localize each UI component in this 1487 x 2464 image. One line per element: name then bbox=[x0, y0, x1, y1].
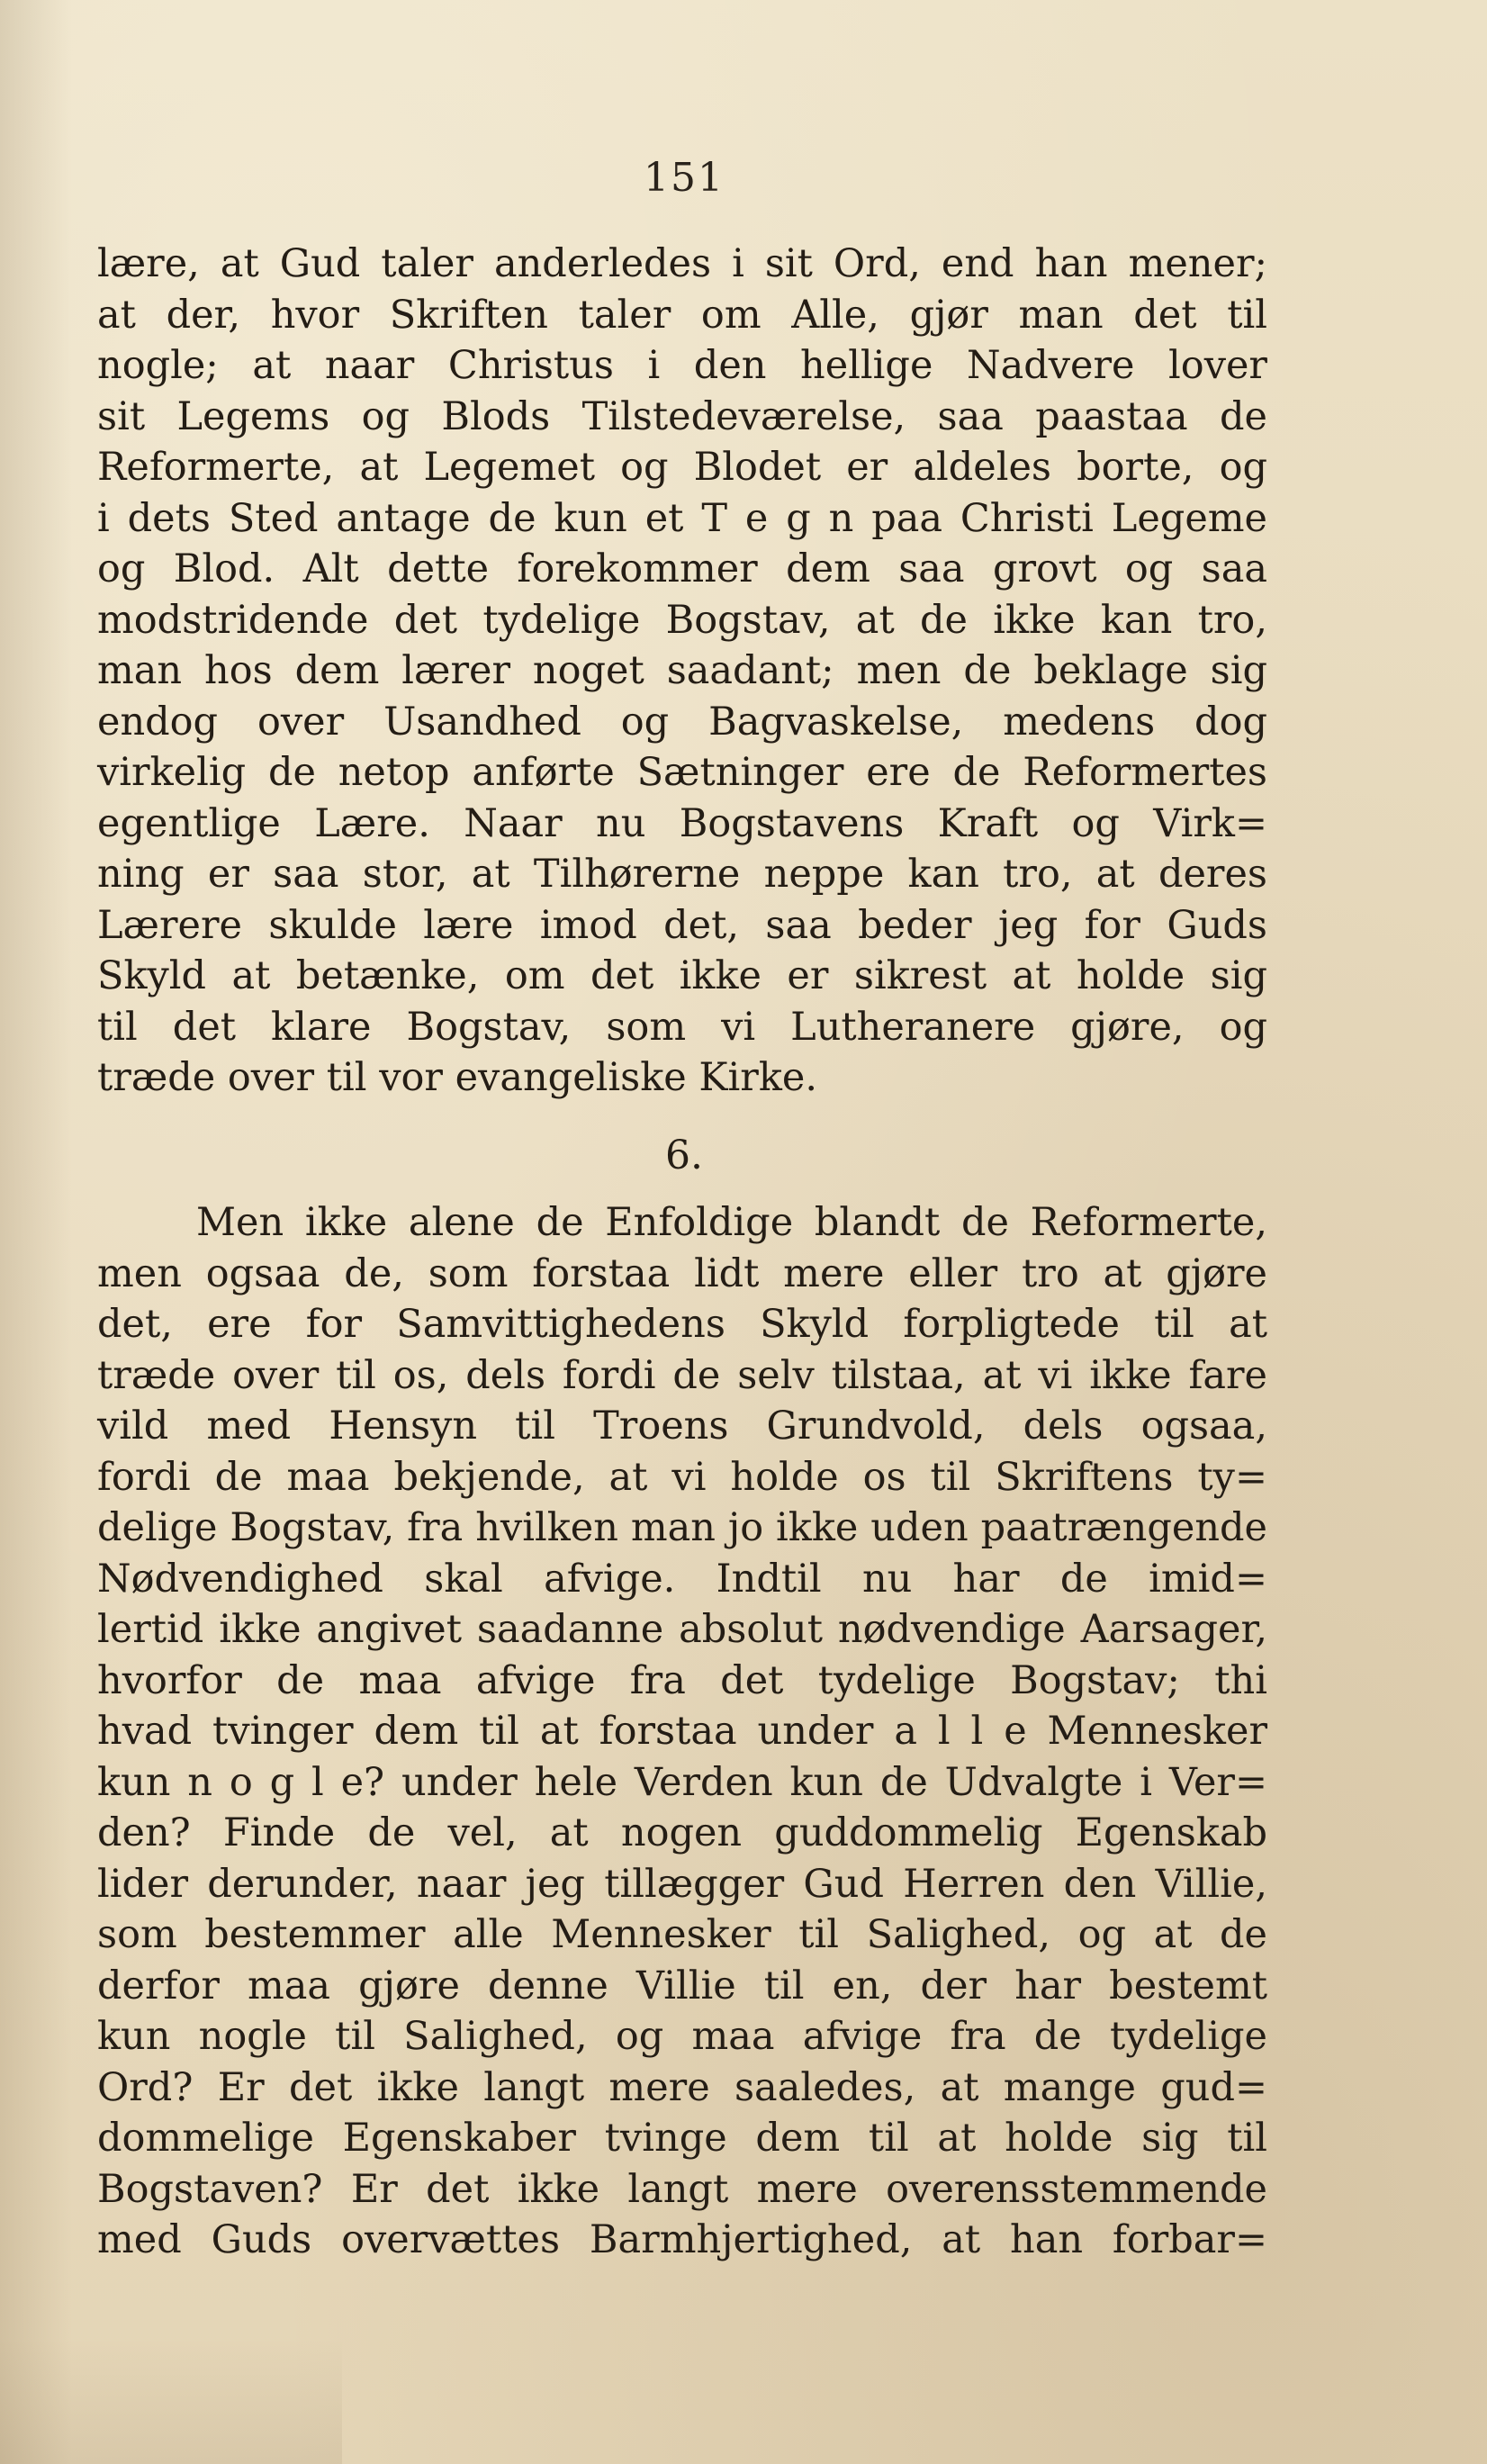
text-line: hvorfor de maa afvige fra det tydelige Bogstav; thi bbox=[97, 1657, 1267, 1703]
text-line: træde over til os, dels fordi de selv tilstaa, at vi ikke fare bbox=[97, 1352, 1267, 1398]
text-line: endog over Usandhed og Bagvaskelse, medens dog bbox=[97, 699, 1267, 745]
text-line: derfor maa gjøre denne Villie til en, der har bestemt bbox=[97, 1963, 1267, 2008]
text-line: modstridende det tydelige Bogstav, at de ikke kan tro, bbox=[97, 597, 1267, 643]
text-line: Lærere skulde lære imod det, saa beder jeg for Guds bbox=[97, 902, 1267, 948]
text-line: at der, hvor Skriften taler om Alle, gjør man det til bbox=[97, 292, 1267, 338]
page-edge-shadow bbox=[0, 0, 72, 2464]
text-line: man hos dem lærer noget saadant; men de beklage sig bbox=[97, 648, 1267, 693]
text-line: lære, at Gud taler anderledes i sit Ord, end han mener; bbox=[97, 241, 1267, 286]
text-line: Nødvendighed skal afvige. Indtil nu har de imid= bbox=[97, 1556, 1267, 1602]
text-line: vild med Hensyn til Troens Grundvold, dels ogsaa, bbox=[97, 1403, 1267, 1449]
text-line: Bogstaven? Er det ikke langt mere overensstemmende bbox=[97, 2166, 1267, 2212]
text-line: Ord? Er det ikke langt mere saaledes, at mange gud= bbox=[97, 2064, 1267, 2110]
text-line: lider derunder, naar jeg tillægger Gud Herren den Villie, bbox=[97, 1861, 1267, 1907]
text-line: det, ere for Samvittighedens Skyld forpligtede til at bbox=[97, 1302, 1267, 1347]
text-line: lertid ikke angivet saadanne absolut nødvendige Aarsager, bbox=[97, 1607, 1267, 1652]
text-line: fordi de maa bekjende, at vi holde os til Skriftens ty= bbox=[97, 1454, 1267, 1500]
text-line: og Blod. Alt dette forekommer dem saa grovt og saa bbox=[97, 546, 1267, 591]
text-line: hvad tvinger dem til at forstaa under a l l e Mennesker bbox=[97, 1709, 1267, 1754]
text-line: til det klare Bogstav, som vi Lutheranere gjøre, og bbox=[97, 1004, 1267, 1050]
text-line: Men ikke alene de Enfoldige blandt de Reformerte, bbox=[196, 1200, 1267, 1245]
text-line: med Guds overvættes Barmhjertighed, at han forbar= bbox=[97, 2217, 1267, 2262]
text-line: kun nogle til Salighed, og maa afvige fra de tydelige bbox=[97, 2014, 1267, 2059]
text-line: dommelige Egenskaber tvinge dem til at holde sig til bbox=[97, 2116, 1267, 2161]
text-line: nogle; at naar Christus i den hellige Nadvere lover bbox=[97, 343, 1267, 388]
text-line: i dets Sted antage de kun et T e g n paa Christi Legeme bbox=[97, 495, 1267, 541]
text-line: træde over til vor evangeliske Kirke. bbox=[97, 1055, 817, 1100]
section-number: 6. bbox=[665, 1133, 703, 1178]
text-line: Skyld at betænke, om det ikke er sikrest at holde sig bbox=[97, 953, 1267, 998]
text-line: virkelig de netop anførte Sætninger ere de Reformertes bbox=[97, 750, 1267, 795]
paragraph-top bbox=[97, 239, 1267, 1104]
text-line: men ogsaa de, som forstaa lidt mere eller tro at gjøre bbox=[97, 1250, 1267, 1296]
text-line: Reformerte, at Legemet og Blodet er aldeles borte, og bbox=[97, 445, 1267, 490]
paragraph-bottom bbox=[97, 1197, 1267, 2266]
text-line: ning er saa stor, at Tilhørerne neppe kan tro, at deres bbox=[97, 852, 1267, 897]
page-bottom-shading bbox=[0, 2338, 342, 2464]
text-line: kun n o g l e? under hele Verden kun de Udvalgte i Ver= bbox=[97, 1759, 1267, 1805]
text-line: den? Finde de vel, at nogen guddommelig Egenskab bbox=[97, 1810, 1267, 1855]
text-line: delige Bogstav, fra hvilken man jo ikke uden paatrængende bbox=[97, 1505, 1267, 1550]
page-number: 151 bbox=[644, 155, 725, 201]
text-line: sit Legems og Blods Tilstedeværelse, saa paastaa de bbox=[97, 393, 1267, 439]
text-line: egentlige Lære. Naar nu Bogstavens Kraft og Virk= bbox=[97, 800, 1267, 846]
text-line: som bestemmer alle Mennesker til Salighed, og at de bbox=[97, 1912, 1267, 1957]
